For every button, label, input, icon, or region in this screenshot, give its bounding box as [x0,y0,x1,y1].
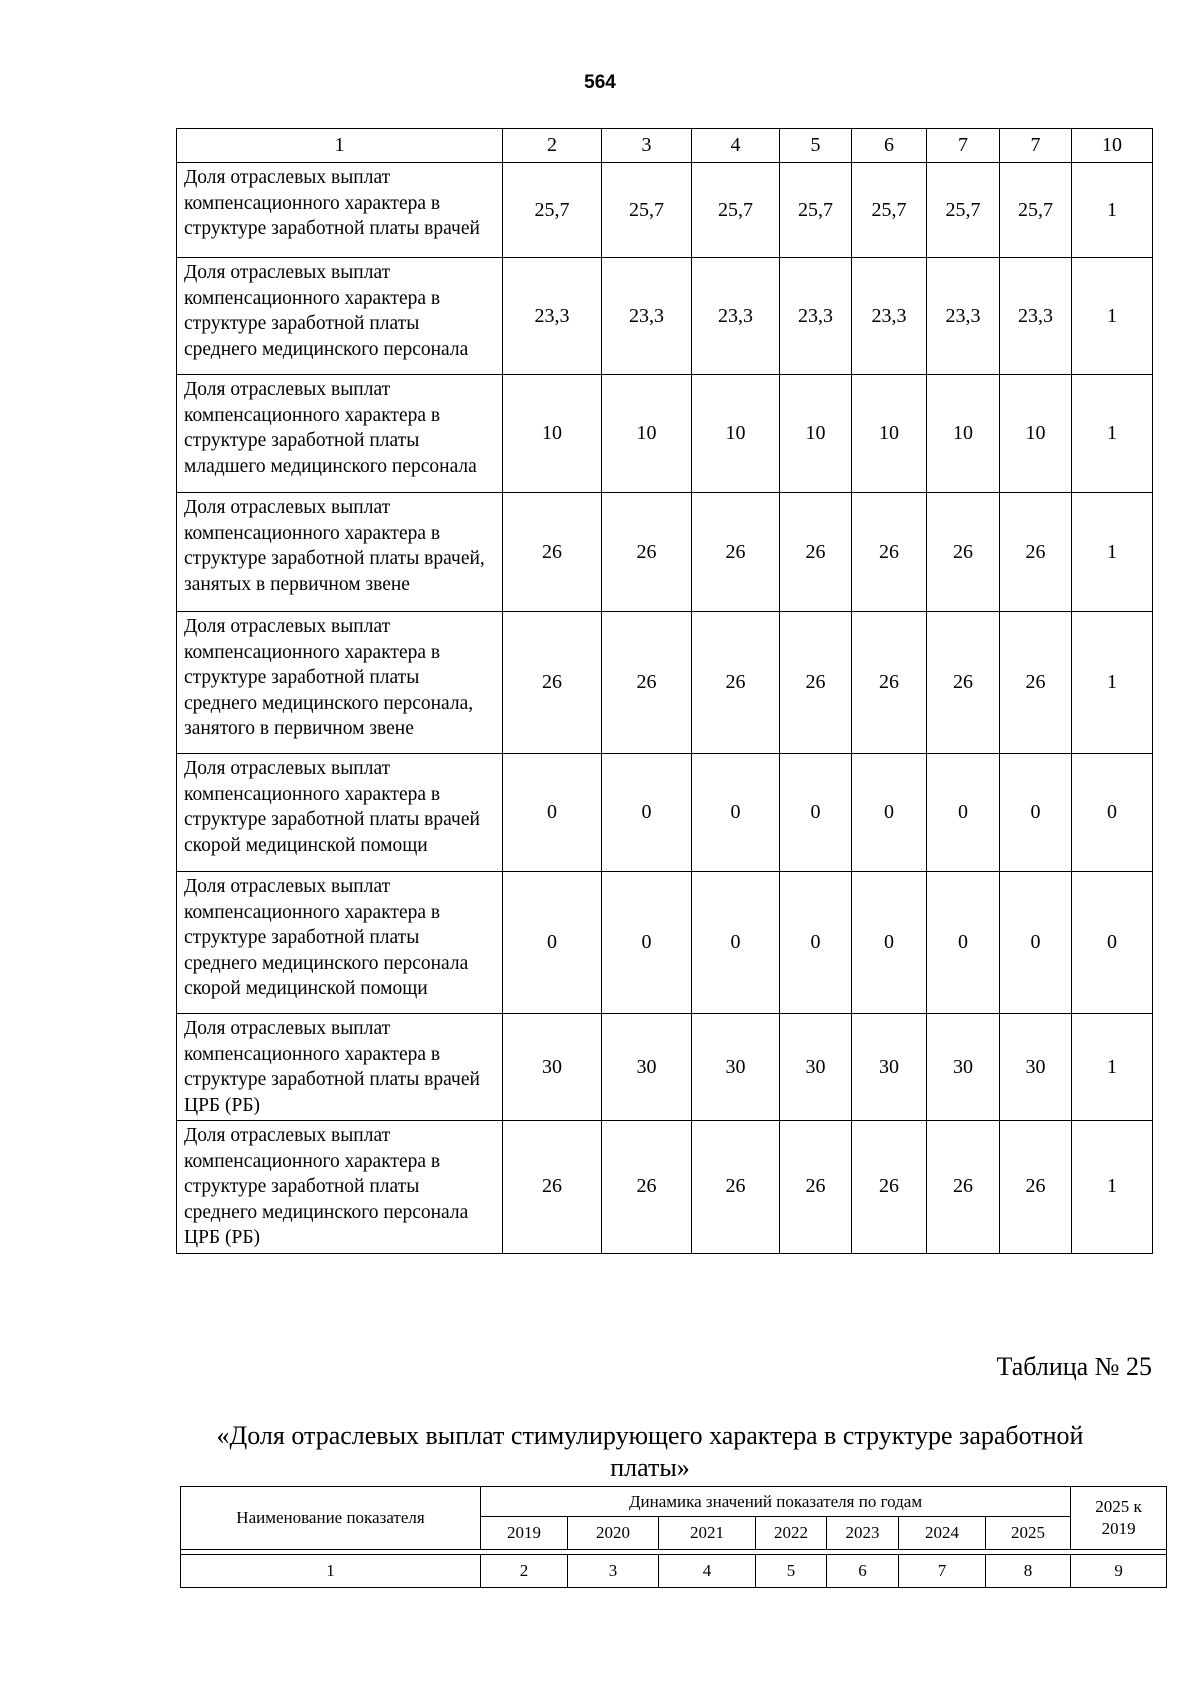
value-cell: 25,7 [780,163,852,258]
value-cell: 25,7 [852,163,927,258]
column-number-cell: 8 [986,1555,1071,1588]
value-cell: 0 [852,754,927,872]
value-cell: 0 [503,754,602,872]
value-cell: 23,3 [927,258,1000,375]
table-title: «Доля отраслевых выплат стимулирующего характера в структуре заработной платы» [216,1421,1084,1482]
column-number-cell: 7 [899,1555,986,1588]
value-cell: 30 [1000,1014,1072,1121]
header-cell: 5 [780,129,852,163]
indicator-name: Доля отраслевых выплат компенсационного характера в структуре заработной платы врачей [177,163,503,258]
header-cell: 7 [927,129,1000,163]
column-number-cell: 6 [827,1555,899,1588]
year-cell: 2019 [481,1517,568,1550]
value-cell: 1 [1072,612,1153,754]
value-cell: 1 [1072,1121,1153,1254]
value-cell: 26 [927,612,1000,754]
value-cell: 30 [692,1014,780,1121]
table-row [177,163,1153,258]
value-cell: 10 [1000,375,1072,493]
indicator-name: Доля отраслевых выплат компенсационного характера в структуре заработной платы среднего медицинского персонала, занятого в первичном звене [177,612,503,754]
value-cell: 26 [1000,612,1072,754]
value-cell: 30 [852,1014,927,1121]
header-cell: 2 [503,129,602,163]
year-cell: 2021 [659,1517,756,1550]
table-row [177,1121,1153,1254]
column-header-ratio: 2025 к 2019 [1071,1487,1167,1550]
indicator-name: Доля отраслевых выплат компенсационного характера в структуре заработной платы среднего медицинского персонала ЦРБ (РБ) [177,1121,503,1254]
value-cell: 1 [1072,258,1153,375]
value-cell: 23,3 [503,258,602,375]
value-cell: 10 [692,375,780,493]
value-cell: 23,3 [780,258,852,375]
value-cell: 26 [692,612,780,754]
value-cell: 26 [503,493,602,612]
indicator-name: Доля отраслевых выплат компенсационного характера в структуре заработной платы врачей, занятых в первичном звене [177,493,503,612]
value-cell: 26 [692,493,780,612]
value-cell: 0 [692,754,780,872]
value-cell: 23,3 [852,258,927,375]
value-cell: 30 [602,1014,692,1121]
value-cell: 0 [602,872,692,1014]
table-row [177,1014,1153,1121]
value-cell: 0 [692,872,780,1014]
value-cell: 0 [602,754,692,872]
value-cell: 25,7 [1000,163,1072,258]
column-number-cell: 1 [181,1555,481,1588]
value-cell: 30 [503,1014,602,1121]
indicator-name: Доля отраслевых выплат компенсационного характера в структуре заработной платы врачей скорой медицинской помощи [177,754,503,872]
value-cell: 0 [1072,872,1153,1014]
header-cell: 6 [852,129,927,163]
value-cell: 10 [780,375,852,493]
column-number-cell: 9 [1071,1555,1167,1588]
value-cell: 25,7 [692,163,780,258]
main-data-table [176,128,1153,1254]
value-cell: 26 [780,612,852,754]
value-cell: 10 [852,375,927,493]
value-cell: 0 [852,872,927,1014]
column-header-dynamics: Динамика значений показателя по годам [481,1487,1071,1517]
page-number: 564 [584,72,616,93]
value-cell: 1 [1072,1014,1153,1121]
column-header-name: Наименование показателя [181,1487,481,1550]
column-number-cell: 4 [659,1555,756,1588]
table-row [177,258,1153,375]
value-cell: 26 [852,1121,927,1254]
value-cell: 1 [1072,375,1153,493]
table-row [177,493,1153,612]
table-row [177,872,1153,1014]
value-cell: 30 [927,1014,1000,1121]
value-cell: 25,7 [602,163,692,258]
header-cell: 10 [1072,129,1153,163]
value-cell: 25,7 [927,163,1000,258]
value-cell: 0 [1000,754,1072,872]
column-numbers-row [181,1555,1167,1588]
value-cell: 26 [780,1121,852,1254]
value-cell: 26 [503,1121,602,1254]
value-cell: 0 [503,872,602,1014]
value-cell: 26 [1000,493,1072,612]
year-cell: 2025 [986,1517,1071,1550]
value-cell: 26 [927,1121,1000,1254]
indicator-name: Доля отраслевых выплат компенсационного характера в структуре заработной платы врачей ЦРБ (РБ) [177,1014,503,1121]
value-cell: 23,3 [602,258,692,375]
header-row [177,129,1153,163]
value-cell: 26 [602,612,692,754]
indicator-name: Доля отраслевых выплат компенсационного характера в структуре заработной платы среднего медицинского персонала [177,258,503,375]
header-cell: 1 [177,129,503,163]
year-cell: 2020 [568,1517,659,1550]
header-cell: 3 [602,129,692,163]
value-cell: 26 [1000,1121,1072,1254]
value-cell: 26 [503,612,602,754]
column-number-cell: 3 [568,1555,659,1588]
table-row [177,612,1153,754]
value-cell: 26 [852,612,927,754]
value-cell: 1 [1072,493,1153,612]
indicator-name: Доля отраслевых выплат компенсационного характера в структуре заработной платы младшего медицинского персонала [177,375,503,493]
value-cell: 10 [927,375,1000,493]
value-cell: 25,7 [503,163,602,258]
header-cell: 4 [692,129,780,163]
value-cell: 26 [602,1121,692,1254]
indicator-name: Доля отраслевых выплат компенсационного характера в структуре заработной платы среднего медицинского персонала скорой медицинской помощи [177,872,503,1014]
column-number-cell: 2 [481,1555,568,1588]
value-cell: 30 [780,1014,852,1121]
value-cell: 0 [1072,754,1153,872]
value-cell: 26 [692,1121,780,1254]
value-cell: 23,3 [1000,258,1072,375]
main-table-body [177,129,1153,1254]
value-cell: 0 [780,754,852,872]
value-cell: 0 [927,872,1000,1014]
value-cell: 26 [852,493,927,612]
value-cell: 23,3 [692,258,780,375]
value-cell: 10 [602,375,692,493]
table-25-header [180,1486,1167,1588]
value-cell: 26 [602,493,692,612]
table-caption: Таблица № 25 [996,1352,1152,1381]
header-cell: 7 [1000,129,1072,163]
value-cell: 10 [503,375,602,493]
table-row [177,754,1153,872]
value-cell: 0 [1000,872,1072,1014]
value-cell: 26 [927,493,1000,612]
year-cell: 2022 [756,1517,827,1550]
value-cell: 1 [1072,163,1153,258]
year-cell: 2024 [899,1517,986,1550]
value-cell: 0 [780,872,852,1014]
column-number-cell: 5 [756,1555,827,1588]
value-cell: 0 [927,754,1000,872]
value-cell: 26 [780,493,852,612]
year-cell: 2023 [827,1517,899,1550]
table-row [177,375,1153,493]
